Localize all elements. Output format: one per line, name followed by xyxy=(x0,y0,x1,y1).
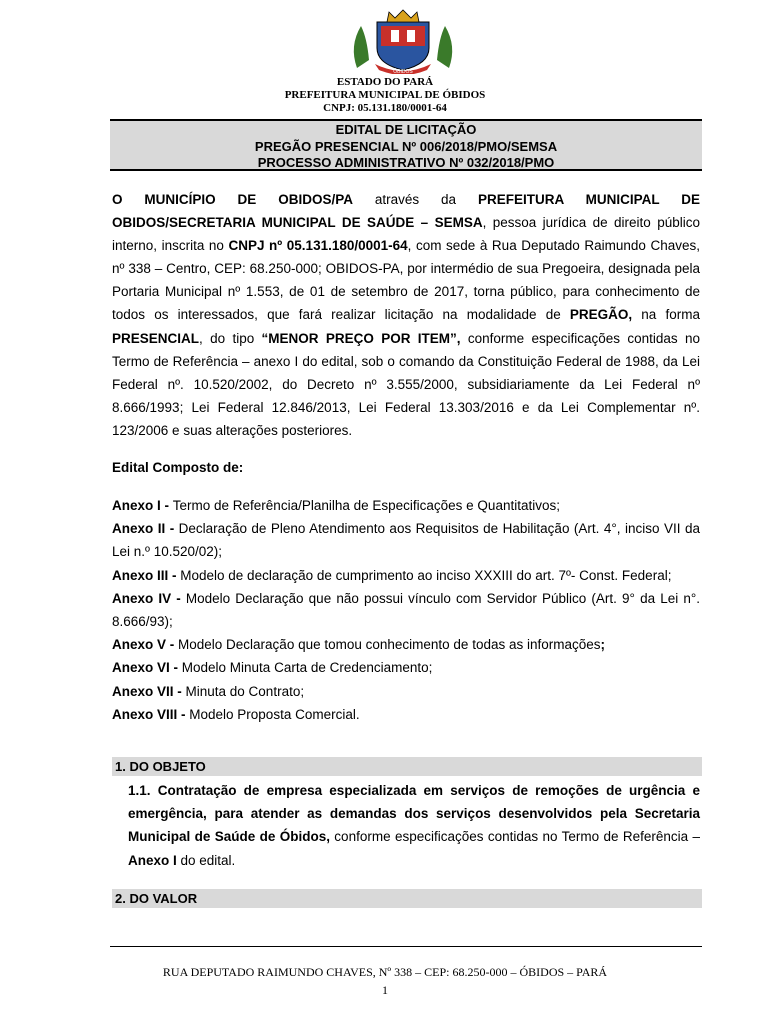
intro-text: através da xyxy=(352,192,478,207)
header-state: ESTADO DO PARÁ xyxy=(336,76,434,88)
objeto-anexo: Anexo I xyxy=(128,852,177,868)
intro-text: conforme especificações contidas no Termo de Referência – anexo I do edital, sob o comando da Constituição Federal de 1988, da Lei Federal nº. 10.520/2002, do Decreto nº 3.555/2000, subsidiariamente da Lei Federal nº 8.666/1993; Lei Federal 12.846/2013, Lei Federal 13.303/2016 e da Lei Complementar nº. 123/2006 e suas alterações posteriores. xyxy=(112,330,701,438)
intro-paragraph xyxy=(112,188,700,442)
objeto-text: conforme especificações contidas no Termo de Referência – xyxy=(329,829,700,845)
footer-address: RUA DEPUTADO RAIMUNDO CHAVES, Nº 338 – CEP: 68.250-000 – ÓBIDOS – PARÁ xyxy=(162,965,608,979)
annex-label: Anexo IV - xyxy=(112,590,186,606)
municipal-crest-icon xyxy=(347,8,459,74)
intro-bold-menor-preco: “MENOR PREÇO POR ITEM”, xyxy=(261,330,461,346)
header-prefecture: PREFEITURA MUNICIPAL DE ÓBIDOS xyxy=(284,89,486,101)
annex-item xyxy=(112,680,700,703)
annex-item xyxy=(112,564,700,587)
annex-label: Anexo II - xyxy=(112,521,179,537)
intro-text: , do tipo xyxy=(199,330,262,346)
composed-heading: Edital Composto de: xyxy=(112,460,244,475)
annex-text: Modelo Declaração que tomou conhecimento de todas as informações xyxy=(178,637,601,653)
annex-item xyxy=(112,494,700,517)
intro-text: na forma xyxy=(632,307,700,323)
annex-label: Anexo III - xyxy=(112,567,181,583)
section-valor-heading: 2. DO VALOR xyxy=(112,889,702,908)
annex-label: Anexo I - xyxy=(112,498,173,513)
section-objeto-item xyxy=(128,779,700,872)
annex-label: Anexo VII - xyxy=(112,683,186,699)
title-edital: EDITAL DE LICITAÇÃO xyxy=(335,122,477,137)
crest-ribbon-text: ÓBIDOS xyxy=(393,69,413,74)
header-cnpj: CNPJ: 05.131.180/0001-64 xyxy=(323,102,447,114)
title-processo: PROCESSO ADMINISTRATIVO Nº 032/2018/PMO xyxy=(257,155,555,170)
footer-rule xyxy=(110,946,702,947)
intro-bold-cnpj: CNPJ nº 05.131.180/0001-64 xyxy=(228,238,408,254)
annex-text: Termo de Referência/Planilha de Especificações e Quantitativos; xyxy=(172,498,560,513)
title-pregao: PREGÃO PRESENCIAL Nº 006/2018/PMO/SEMSA xyxy=(254,138,558,154)
objeto-text: do edital. xyxy=(176,852,236,868)
annex-item xyxy=(112,587,700,633)
annex-list xyxy=(112,494,700,726)
annex-label: Anexo V - xyxy=(112,637,179,653)
annex-text: Minuta do Contrato; xyxy=(185,683,305,699)
annex-text: Modelo Minuta Carta de Credenciamento; xyxy=(181,660,433,676)
page-number: 1 xyxy=(382,983,388,997)
intro-bold-municipio: O MUNICÍPIO DE OBIDOS/PA xyxy=(112,192,353,207)
annex-tail: ; xyxy=(600,637,606,653)
annex-text: Modelo Proposta Comercial. xyxy=(189,706,360,722)
intro-bold-prefeitura: PREFEITURA MUNICIPAL DE OBIDOS/SECRETARIA MUNICIPAL DE SAÚDE – SEMSA xyxy=(112,192,701,231)
annex-text: Declaração de Pleno Atendimento aos Requisitos de Habilitação (Art. 4°, inciso VII da Lei n.º 10.520/02); xyxy=(112,521,700,560)
annex-item xyxy=(112,633,700,656)
annex-item xyxy=(112,517,700,563)
objeto-bold-text: 1.1. Contratação de empresa especializada em serviços de remoções de urgência e emergência, para atender as demandas dos serviços desenvolvidos pela Secretaria Municipal de Saúde de Óbidos, xyxy=(128,783,700,845)
annex-label: Anexo VI - xyxy=(112,660,182,676)
annex-item xyxy=(112,656,700,679)
section-objeto-heading: 1. DO OBJETO xyxy=(112,757,702,776)
annex-text: Modelo de declaração de cumprimento ao inciso XXXIII do art. 7º- Const. Federal; xyxy=(180,567,672,583)
annex-label: Anexo VIII - xyxy=(112,706,190,722)
document-title-box xyxy=(110,119,702,171)
intro-bold-pregao: PREGÃO, xyxy=(569,307,633,323)
intro-text: , pessoa jurídica de direito público interno, inscrita no xyxy=(112,215,700,254)
intro-text: , com sede à Rua Deputado Raimundo Chaves, nº 338 – Centro, CEP: 68.250-000; OBIDOS-PA, por intermédio de sua Pregoeira, designada pela Portaria Municipal nº 1.553, de 01 de setembro de 2017, torna público, para conhecimento de todos os interessados, que fará realizar licitação na modalidade de xyxy=(112,238,700,323)
intro-bold-presencial: PRESENCIAL xyxy=(112,330,200,346)
annex-item xyxy=(112,703,700,726)
annex-text: Modelo Declaração que não possui vínculo com Servidor Público (Art. 9° da Lei n°. 8.666/93); xyxy=(112,590,700,630)
